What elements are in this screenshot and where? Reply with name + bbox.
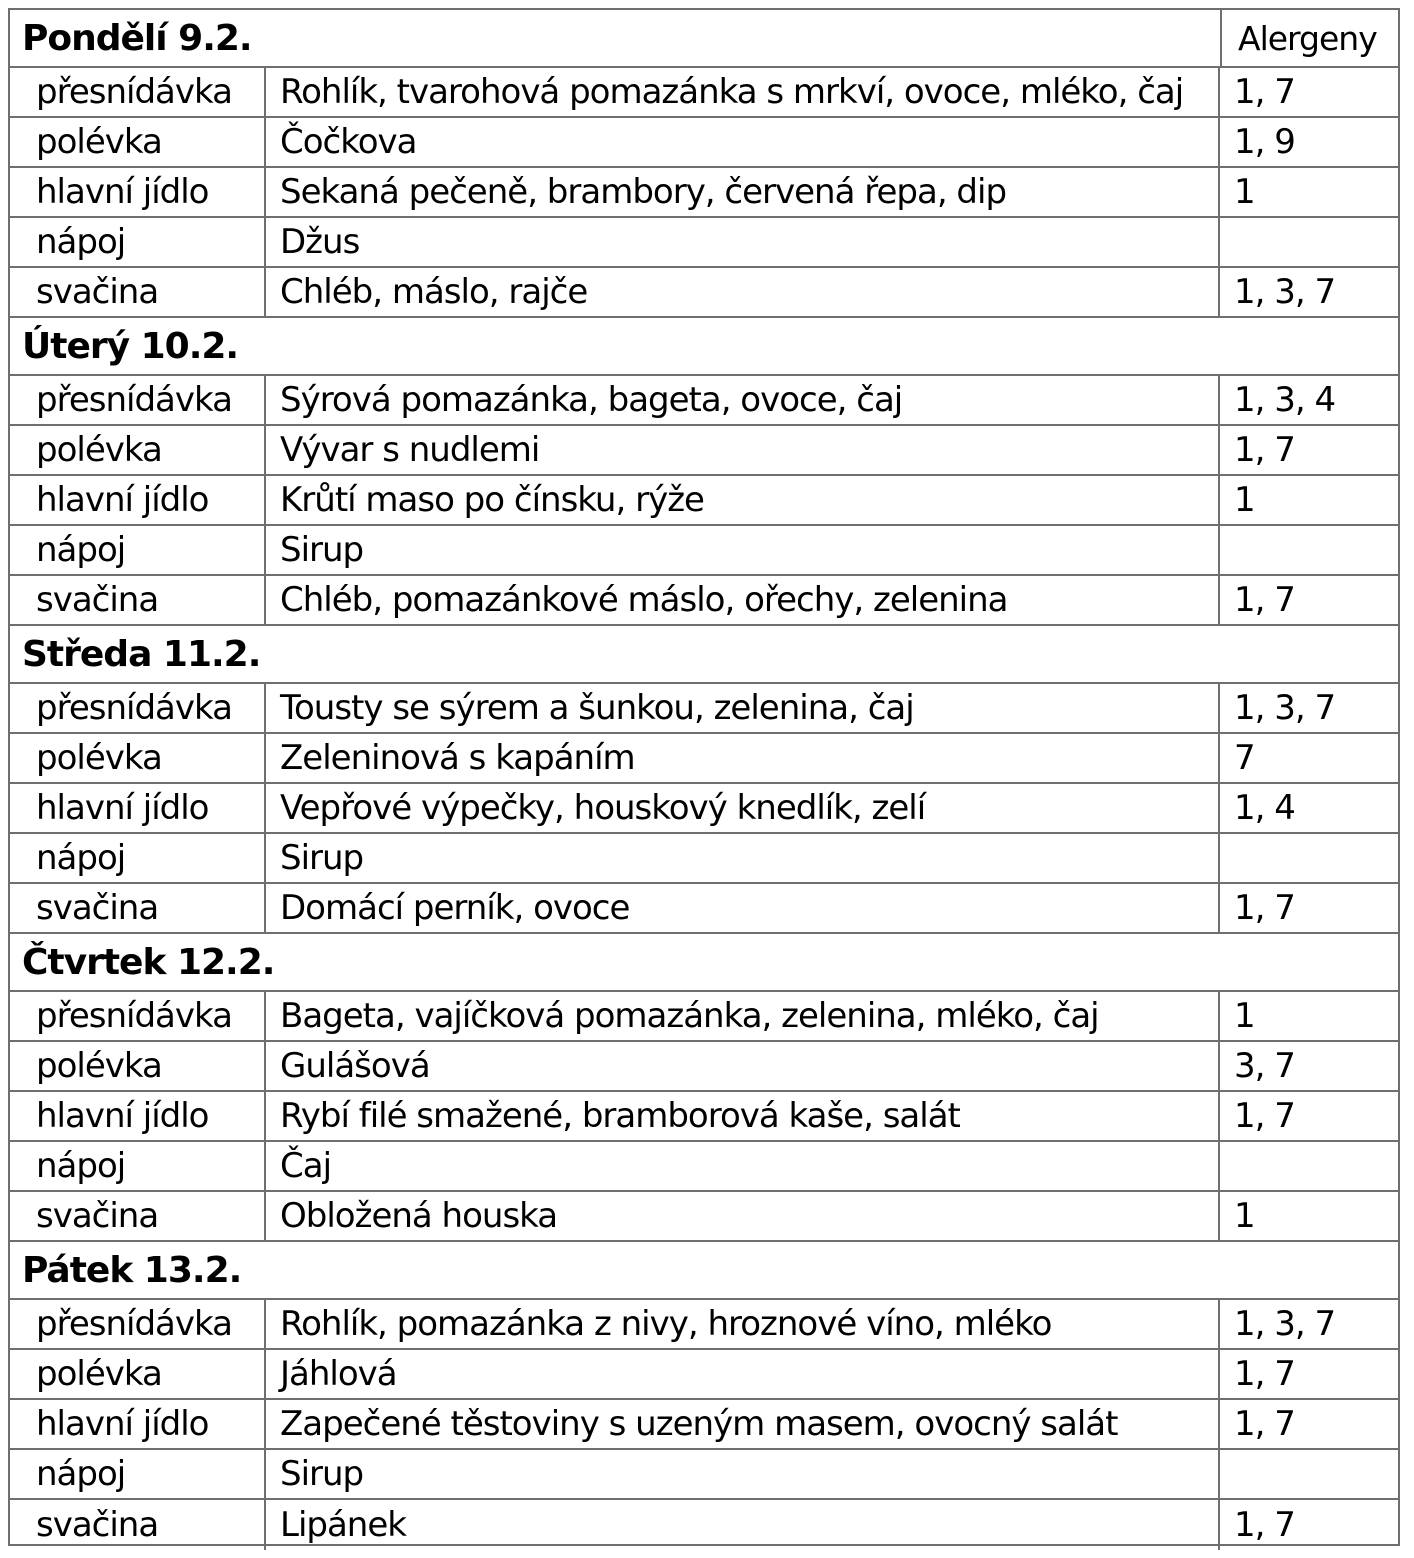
- dish: Rybí filé smažené, bramborová kaše, salát: [266, 1092, 1220, 1140]
- table-row: [10, 426, 1398, 476]
- table-row: [10, 1142, 1398, 1192]
- meal-type: nápoj: [10, 834, 266, 882]
- day-title: Úterý 10.2.: [22, 325, 239, 367]
- dish: Bageta, vajíčková pomazánka, zelenina, mléko, čaj: [266, 992, 1220, 1040]
- meal-type: nápoj: [10, 218, 266, 266]
- meal-type: polévka: [10, 426, 266, 474]
- table-row: [10, 684, 1398, 734]
- table-row: [10, 68, 1398, 118]
- table-row: [10, 576, 1398, 626]
- allergens: 1: [1234, 480, 1255, 520]
- allergens: [1220, 1142, 1398, 1190]
- dish: Obložená houska: [266, 1192, 1220, 1240]
- table-row: [10, 268, 1398, 318]
- dish: Tousty se sýrem a šunkou, zelenina, čaj: [266, 684, 1220, 732]
- dish: Sirup: [266, 834, 1220, 882]
- allergens-column-header: Alergeny: [1220, 10, 1398, 66]
- meal-type: svačina: [10, 576, 266, 624]
- table-row: [10, 1092, 1398, 1142]
- day-title: Pondělí 9.2.: [22, 17, 252, 59]
- allergens: 1, 7: [1234, 1505, 1295, 1545]
- day-header-wednesday: [10, 626, 1398, 684]
- allergens: 1: [1234, 1196, 1255, 1236]
- meal-type: přesnídávka: [10, 1300, 266, 1348]
- dish: Čaj: [266, 1142, 1220, 1190]
- dish: Krůtí maso po čínsku, rýže: [266, 476, 1220, 524]
- allergens: [1220, 218, 1398, 266]
- allergens: 7: [1234, 738, 1255, 778]
- dish: Sirup: [266, 526, 1220, 574]
- table-row: [10, 884, 1398, 934]
- day-title: Pátek 13.2.: [22, 1249, 242, 1291]
- allergens: 1, 7: [1234, 888, 1295, 928]
- meal-type: svačina: [10, 268, 266, 316]
- meal-type: nápoj: [10, 526, 266, 574]
- meal-type: polévka: [10, 118, 266, 166]
- dish: Rohlík, tvarohová pomazánka s mrkví, ovoce, mléko, čaj: [266, 68, 1220, 116]
- table-row: [10, 1192, 1398, 1242]
- meal-type: nápoj: [10, 1450, 266, 1498]
- dish: Vývar s nudlemi: [266, 426, 1220, 474]
- allergens: [1220, 526, 1398, 574]
- day-title: Středa 11.2.: [22, 633, 261, 675]
- dish: Sirup: [266, 1450, 1220, 1498]
- table-row: [10, 526, 1398, 576]
- dish: Chléb, pomazánkové máslo, ořechy, zelenina: [266, 576, 1220, 624]
- meal-type: hlavní jídlo: [10, 784, 266, 832]
- allergens: 1, 7: [1234, 72, 1295, 112]
- allergens: 1: [1234, 996, 1255, 1036]
- table-row: [10, 476, 1398, 526]
- table-row: [10, 1300, 1398, 1350]
- table-row: [10, 1350, 1398, 1400]
- dish: Zeleninová s kapáním: [266, 734, 1220, 782]
- day-header-thursday: [10, 934, 1398, 992]
- table-row: [10, 218, 1398, 268]
- dish: Vepřové výpečky, houskový knedlík, zelí: [266, 784, 1220, 832]
- dish: Chléb, máslo, rajče: [266, 268, 1220, 316]
- allergens: 1, 7: [1234, 430, 1295, 470]
- meal-type: přesnídávka: [10, 376, 266, 424]
- table-row: [10, 1500, 1398, 1550]
- allergens: [1220, 834, 1398, 882]
- dish: Zapečené těstoviny s uzeným masem, ovocný salát: [266, 1400, 1220, 1448]
- allergens: 1, 4: [1234, 788, 1295, 828]
- day-header-monday: [10, 10, 1398, 68]
- allergens: 1: [1234, 172, 1255, 212]
- table-row: [10, 1042, 1398, 1092]
- meal-type: přesnídávka: [10, 992, 266, 1040]
- dish: Gulášová: [266, 1042, 1220, 1090]
- dish: Domácí perník, ovoce: [266, 884, 1220, 932]
- table-row: [10, 376, 1398, 426]
- allergens: [1220, 1450, 1398, 1498]
- allergens: 1, 3, 7: [1234, 688, 1336, 728]
- table-row: [10, 168, 1398, 218]
- allergens: 1, 3, 7: [1234, 1304, 1336, 1344]
- table-row: [10, 1400, 1398, 1450]
- dish: Rohlík, pomazánka z nivy, hroznové víno, mléko: [266, 1300, 1220, 1348]
- meal-type: nápoj: [10, 1142, 266, 1190]
- meal-type: polévka: [10, 1350, 266, 1398]
- day-header-friday: [10, 1242, 1398, 1300]
- allergens: 1, 7: [1234, 1096, 1295, 1136]
- table-row: [10, 118, 1398, 168]
- table-row: [10, 834, 1398, 884]
- allergens: 1, 3, 7: [1234, 272, 1336, 312]
- dish: Čočkova: [266, 118, 1220, 166]
- table-row: [10, 734, 1398, 784]
- meal-type: přesnídávka: [10, 684, 266, 732]
- allergens: 1, 7: [1234, 1354, 1295, 1394]
- meal-type: přesnídávka: [10, 68, 266, 116]
- table-row: [10, 784, 1398, 834]
- day-title: Čtvrtek 12.2.: [22, 941, 275, 983]
- allergens: 1, 9: [1234, 122, 1295, 162]
- table-row: [10, 1450, 1398, 1500]
- weekly-menu-table: [8, 8, 1400, 1546]
- meal-type: hlavní jídlo: [10, 1092, 266, 1140]
- allergens: 1, 7: [1234, 580, 1295, 620]
- meal-type: svačina: [10, 1500, 266, 1550]
- meal-type: polévka: [10, 734, 266, 782]
- allergens: 1, 7: [1234, 1404, 1295, 1444]
- dish: Sekaná pečeně, brambory, červená řepa, dip: [266, 168, 1220, 216]
- meal-type: svačina: [10, 1192, 266, 1240]
- dish: Lipánek: [266, 1500, 1220, 1550]
- allergens: 1, 3, 4: [1234, 380, 1336, 420]
- allergens: 3, 7: [1234, 1046, 1295, 1086]
- table-row: [10, 992, 1398, 1042]
- meal-type: hlavní jídlo: [10, 168, 266, 216]
- dish: Jáhlová: [266, 1350, 1220, 1398]
- meal-type: svačina: [10, 884, 266, 932]
- day-header-tuesday: [10, 318, 1398, 376]
- dish: Džus: [266, 218, 1220, 266]
- meal-type: hlavní jídlo: [10, 1400, 266, 1448]
- meal-type: hlavní jídlo: [10, 476, 266, 524]
- meal-type: polévka: [10, 1042, 266, 1090]
- dish: Sýrová pomazánka, bageta, ovoce, čaj: [266, 376, 1220, 424]
